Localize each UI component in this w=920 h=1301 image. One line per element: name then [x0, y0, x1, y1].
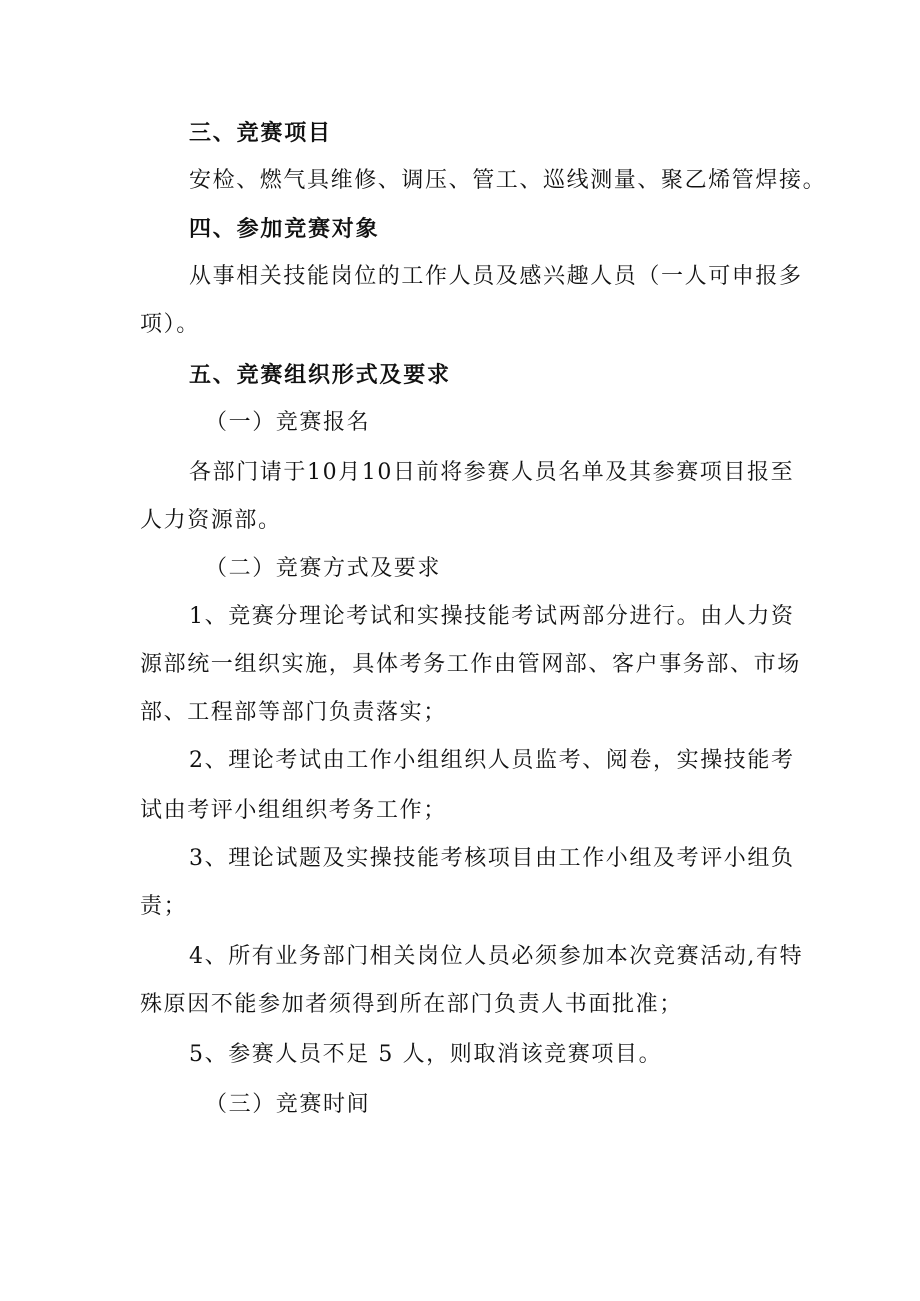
item2-line2: 试由考评小组组织考务工作； [140, 798, 447, 823]
item2-line1: 2、理论考试由工作小组组织人员监考、阅卷，实操技能考 [189, 748, 795, 773]
item1-line1: 1、竞赛分理论考试和实操技能考试两部分进行。由人力资 [189, 604, 795, 629]
section4-body-line2: 项）。 [140, 312, 200, 337]
section3-body: 安检、燃气具维修、调压、管工、巡线测量、聚乙烯管焊接。 [189, 168, 827, 193]
subsection3-title: （三）竞赛时间 [205, 1092, 371, 1117]
section4-heading: 四、参加竞赛对象 [189, 216, 380, 242]
subsection2-title: （二）竞赛方式及要求 [205, 556, 442, 581]
item5: 5、参赛人员不足 5 人，则取消该竞赛项目。 [189, 1042, 663, 1067]
section4-body-line1: 从事相关技能岗位的工作人员及感兴趣人员（一人可申报多 [189, 264, 803, 289]
item4-line1: 4、所有业务部门相关岗位人员必须参加本次竞赛活动,有特 [189, 944, 804, 969]
item1-line3: 部、工程部等部门负责落实； [140, 700, 447, 725]
item1-line2: 源部统一组织实施，具体考务工作由管网部、客户事务部、市场 [140, 652, 801, 677]
subsection1-line1: 各部门请于10月10日前将参赛人员名单及其参赛项目报至 [189, 460, 795, 485]
item3-line1: 3、理论试题及实操技能考核项目由工作小组及考评小组负 [189, 846, 795, 871]
subsection1-title: （一）竞赛报名 [205, 410, 371, 435]
section5-heading: 五、竞赛组织形式及要求 [189, 362, 451, 388]
subsection1-line2: 人力资源部。 [140, 508, 282, 533]
item4-line2: 殊原因不能参加者须得到所在部门负责人书面批准； [140, 992, 683, 1017]
item3-line2: 责； [140, 894, 188, 919]
section3-heading: 三、竞赛项目 [189, 120, 332, 146]
